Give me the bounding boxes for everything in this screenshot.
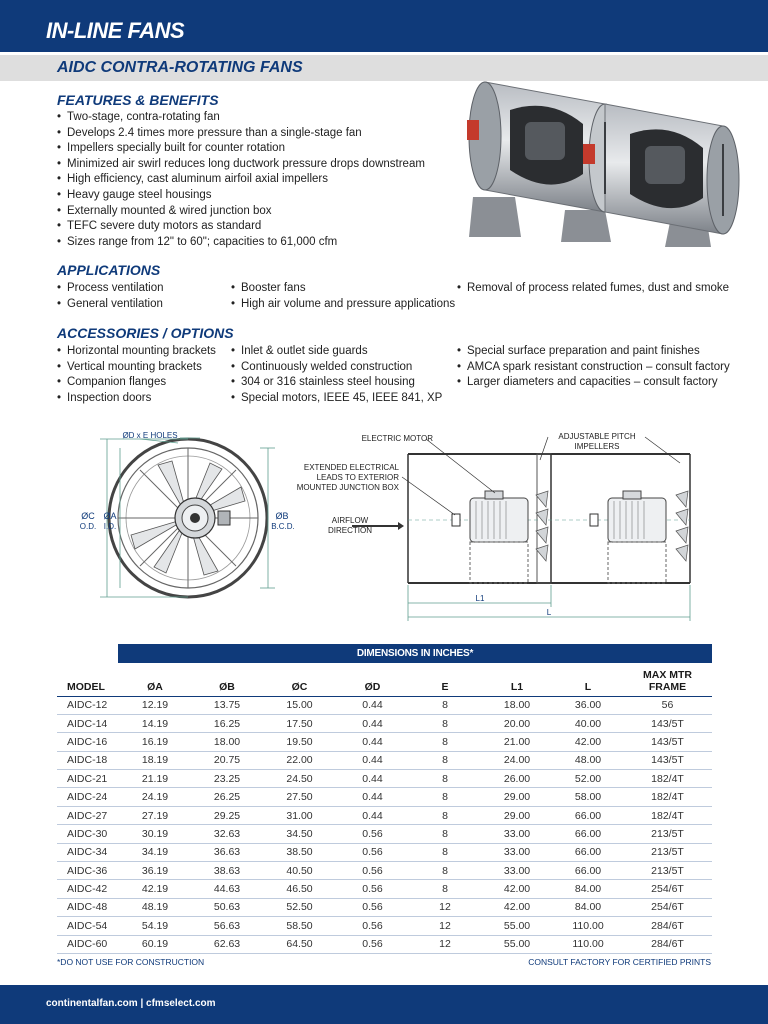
table-cell: 8 xyxy=(409,696,481,714)
list-item: • High efficiency, cast aluminum airfoil axial impellers xyxy=(57,172,425,188)
list-item: • Vertical mounting brackets xyxy=(57,360,216,376)
list-item: • Process ventilation xyxy=(57,281,164,297)
table-cell: 0.44 xyxy=(336,770,409,788)
table-cell: 12.19 xyxy=(119,696,191,714)
table-cell: 29.25 xyxy=(191,806,263,824)
accessories-col1 xyxy=(57,344,216,406)
table-cell: 36.19 xyxy=(119,862,191,880)
model-cell: AIDC-18 xyxy=(57,751,119,769)
list-item: • Heavy gauge steel housings xyxy=(57,188,425,204)
table-cell: 54.19 xyxy=(119,917,191,935)
table-row xyxy=(57,733,712,751)
table-cell: 42.19 xyxy=(119,880,191,898)
model-cell: AIDC-16 xyxy=(57,733,119,751)
table-cell: 12 xyxy=(409,935,481,953)
table-cell: 26.00 xyxy=(481,770,553,788)
list-item: • AMCA spark resistant construction – consult factory xyxy=(457,360,730,376)
table-cell: 27.19 xyxy=(119,806,191,824)
applications-col1 xyxy=(57,281,164,312)
table-cell: 55.00 xyxy=(481,917,553,935)
holes-label: ØD x E HOLES xyxy=(122,431,178,440)
table-cell: 254/6T xyxy=(623,880,712,898)
table-cell: 16.25 xyxy=(191,714,263,732)
table-cell: 36.00 xyxy=(553,696,623,714)
table-cell: 66.00 xyxy=(553,806,623,824)
model-cell: AIDC-24 xyxy=(57,788,119,806)
page-title: IN-LINE FANS xyxy=(46,18,185,43)
airflow-label-1: AIRFLOW xyxy=(331,516,369,525)
leads-label-3: MOUNTED JUNCTION BOX xyxy=(296,483,399,492)
oa-symbol: ØA xyxy=(103,511,117,521)
table-cell: 0.56 xyxy=(336,917,409,935)
accessories-col3 xyxy=(457,344,730,391)
table-cell: 84.00 xyxy=(553,880,623,898)
table-cell: 20.75 xyxy=(191,751,263,769)
table-cell: 32.63 xyxy=(191,825,263,843)
list-item: • High air volume and pressure applications xyxy=(231,297,455,313)
model-cell: AIDC-14 xyxy=(57,714,119,732)
table-cell: 0.56 xyxy=(336,880,409,898)
table-cell: 64.50 xyxy=(263,935,336,953)
table-cell: 284/6T xyxy=(623,917,712,935)
table-cell: 20.00 xyxy=(481,714,553,732)
oc-label: O.D. xyxy=(79,522,97,531)
table-cell: 56 xyxy=(623,696,712,714)
model-cell: AIDC-27 xyxy=(57,806,119,824)
table-cell: 62.63 xyxy=(191,935,263,953)
table-cell: 110.00 xyxy=(553,935,623,953)
table-row xyxy=(57,696,712,714)
table-body xyxy=(57,696,712,953)
table-cell: 213/5T xyxy=(623,825,712,843)
pitch-label-1: ADJUSTABLE PITCH xyxy=(558,432,636,441)
oa-label: I.D. xyxy=(103,522,117,531)
leads-label-1: EXTENDED ELECTRICAL xyxy=(303,463,399,472)
table-cell: 33.00 xyxy=(481,843,553,861)
list-item: • Two-stage, contra-rotating fan xyxy=(57,110,425,126)
table-cell: 26.25 xyxy=(191,788,263,806)
dimensions-table xyxy=(57,663,712,954)
ob-label: B.C.D. xyxy=(271,522,295,531)
model-cell: AIDC-60 xyxy=(57,935,119,953)
table-row xyxy=(57,898,712,916)
table-row xyxy=(57,880,712,898)
l1-label: L1 xyxy=(475,594,485,603)
table-cell: 21.19 xyxy=(119,770,191,788)
table-cell: 84.00 xyxy=(553,898,623,916)
table-row xyxy=(57,714,712,732)
table-cell: 182/4T xyxy=(623,788,712,806)
model-cell: AIDC-34 xyxy=(57,843,119,861)
table-header-row xyxy=(57,663,712,696)
table-row xyxy=(57,935,712,953)
table-cell: 0.56 xyxy=(336,843,409,861)
column-header: MODEL xyxy=(57,663,119,696)
table-cell: 8 xyxy=(409,733,481,751)
table-cell: 0.44 xyxy=(336,696,409,714)
table-cell: 14.19 xyxy=(119,714,191,732)
airflow-label-2: DIRECTION xyxy=(328,526,372,535)
table-cell: 38.50 xyxy=(263,843,336,861)
ob-symbol: ØB xyxy=(275,511,289,521)
table-cell: 8 xyxy=(409,880,481,898)
column-header: ØC xyxy=(263,663,336,696)
table-cell: 17.50 xyxy=(263,714,336,732)
model-cell: AIDC-21 xyxy=(57,770,119,788)
table-cell: 33.00 xyxy=(481,862,553,880)
table-cell: 18.00 xyxy=(191,733,263,751)
table-cell: 34.50 xyxy=(263,825,336,843)
table-cell: 42.00 xyxy=(481,880,553,898)
table-cell: 58.50 xyxy=(263,917,336,935)
table-cell: 0.56 xyxy=(336,935,409,953)
table-cell: 15.00 xyxy=(263,696,336,714)
model-cell: AIDC-48 xyxy=(57,898,119,916)
table-cell: 8 xyxy=(409,806,481,824)
table-row xyxy=(57,770,712,788)
model-cell: AIDC-36 xyxy=(57,862,119,880)
table-cell: 58.00 xyxy=(553,788,623,806)
table-cell: 27.50 xyxy=(263,788,336,806)
list-item: • General ventilation xyxy=(57,297,164,313)
table-cell: 55.00 xyxy=(481,935,553,953)
list-item: • Special motors, IEEE 45, IEEE 841, XP xyxy=(231,391,442,407)
table-cell: 143/5T xyxy=(623,714,712,732)
column-header: L1 xyxy=(481,663,553,696)
list-item: • 304 or 316 stainless steel housing xyxy=(231,375,442,391)
table-row xyxy=(57,917,712,935)
table-cell: 23.25 xyxy=(191,770,263,788)
table-cell: 284/6T xyxy=(623,935,712,953)
table-cell: 22.00 xyxy=(263,751,336,769)
table-cell: 16.19 xyxy=(119,733,191,751)
table-cell: 42.00 xyxy=(481,898,553,916)
table-cell: 143/5T xyxy=(623,733,712,751)
table-cell: 38.63 xyxy=(191,862,263,880)
model-cell: AIDC-12 xyxy=(57,696,119,714)
table-cell: 40.00 xyxy=(553,714,623,732)
table-cell: 29.00 xyxy=(481,788,553,806)
list-item: • Booster fans xyxy=(231,281,455,297)
table-cell: 66.00 xyxy=(553,862,623,880)
front-view-drawing xyxy=(109,439,267,597)
certified-prints-note: CONSULT FACTORY FOR CERTIFIED PRINTS xyxy=(528,957,711,967)
column-header: ØB xyxy=(191,663,263,696)
table-cell: 0.56 xyxy=(336,862,409,880)
list-item: • Develops 2.4 times more pressure than a single-stage fan xyxy=(57,126,425,142)
table-cell: 182/4T xyxy=(623,806,712,824)
table-cell: 34.19 xyxy=(119,843,191,861)
column-header: MAX MTR FRAME xyxy=(623,663,712,696)
table-cell: 0.44 xyxy=(336,806,409,824)
list-item: • Inlet & outlet side guards xyxy=(231,344,442,360)
table-cell: 21.00 xyxy=(481,733,553,751)
table-cell: 46.50 xyxy=(263,880,336,898)
table-cell: 110.00 xyxy=(553,917,623,935)
website-links: continentalfan.com | cfmselect.com xyxy=(46,998,216,1009)
table-cell: 213/5T xyxy=(623,843,712,861)
table-cell: 50.63 xyxy=(191,898,263,916)
table-cell: 0.44 xyxy=(336,788,409,806)
column-header: L xyxy=(553,663,623,696)
table-cell: 8 xyxy=(409,825,481,843)
oc-symbol: ØC xyxy=(81,511,95,521)
table-cell: 143/5T xyxy=(623,751,712,769)
table-cell: 30.19 xyxy=(119,825,191,843)
table-cell: 8 xyxy=(409,770,481,788)
list-item: • Inspection doors xyxy=(57,391,216,407)
table-cell: 40.50 xyxy=(263,862,336,880)
list-item: • Special surface preparation and paint finishes xyxy=(457,344,730,360)
product-subtitle: AIDC CONTRA-ROTATING FANS xyxy=(57,59,303,76)
dimension-diagram xyxy=(0,425,768,630)
table-cell: 0.44 xyxy=(336,733,409,751)
column-header: ØA xyxy=(119,663,191,696)
list-item: • TEFC severe duty motors as standard xyxy=(57,219,425,235)
fan-product-image xyxy=(455,62,755,252)
table-row xyxy=(57,788,712,806)
table-cell: 29.00 xyxy=(481,806,553,824)
list-item: • Impellers specially built for counter rotation xyxy=(57,141,425,157)
table-cell: 18.00 xyxy=(481,696,553,714)
table-cell: 31.00 xyxy=(263,806,336,824)
table-cell: 42.00 xyxy=(553,733,623,751)
model-cell: AIDC-54 xyxy=(57,917,119,935)
table-cell: 33.00 xyxy=(481,825,553,843)
table-cell: 8 xyxy=(409,862,481,880)
table-cell: 8 xyxy=(409,714,481,732)
applications-col2 xyxy=(231,281,455,312)
table-cell: 0.56 xyxy=(336,825,409,843)
table-cell: 12 xyxy=(409,917,481,935)
features-list xyxy=(57,110,425,250)
table-cell: 52.00 xyxy=(553,770,623,788)
table-cell: 8 xyxy=(409,751,481,769)
table-cell: 36.63 xyxy=(191,843,263,861)
list-item: • Removal of process related fumes, dust and smoke xyxy=(457,281,729,297)
l-label: L xyxy=(546,608,552,617)
table-cell: 213/5T xyxy=(623,862,712,880)
table-cell: 254/6T xyxy=(623,898,712,916)
table-cell: 19.50 xyxy=(263,733,336,751)
column-header: ØD xyxy=(336,663,409,696)
table-cell: 18.19 xyxy=(119,751,191,769)
column-header: E xyxy=(409,663,481,696)
table-row xyxy=(57,751,712,769)
table-cell: 48.19 xyxy=(119,898,191,916)
list-item: • Companion flanges xyxy=(57,375,216,391)
table-cell: 66.00 xyxy=(553,825,623,843)
leads-label-2: LEADS TO EXTERIOR xyxy=(316,473,399,482)
model-cell: AIDC-30 xyxy=(57,825,119,843)
list-item: • Externally mounted & wired junction box xyxy=(57,204,425,220)
applications-col3 xyxy=(457,281,729,297)
table-cell: 8 xyxy=(409,788,481,806)
table-cell: 66.00 xyxy=(553,843,623,861)
list-item: • Larger diameters and capacities – consult factory xyxy=(457,375,730,391)
list-item: • Minimized air swirl reduces long ductwork pressure drops downstream xyxy=(57,157,425,173)
table-cell: 56.63 xyxy=(191,917,263,935)
side-view-drawing xyxy=(408,454,690,583)
model-cell: AIDC-42 xyxy=(57,880,119,898)
top-banner xyxy=(0,0,768,52)
list-item: • Sizes range from 12" to 60"; capacities to 61,000 cfm xyxy=(57,235,425,251)
footer-bar xyxy=(0,985,768,1024)
list-item: • Horizontal mounting brackets xyxy=(57,344,216,360)
construction-note: *DO NOT USE FOR CONSTRUCTION xyxy=(57,957,205,967)
table-row xyxy=(57,843,712,861)
motor-label: ELECTRIC MOTOR xyxy=(361,434,433,443)
table-cell: 60.19 xyxy=(119,935,191,953)
table-row xyxy=(57,806,712,824)
table-cell: 0.44 xyxy=(336,714,409,732)
dimensions-header: DIMENSIONS IN INCHES* xyxy=(118,644,712,663)
applications-heading: APPLICATIONS xyxy=(57,262,161,278)
table-cell: 13.75 xyxy=(191,696,263,714)
accessories-col2 xyxy=(231,344,442,406)
table-cell: 12 xyxy=(409,898,481,916)
accessories-heading: ACCESSORIES / OPTIONS xyxy=(57,325,234,341)
pitch-label-2: IMPELLERS xyxy=(574,442,620,451)
table-row xyxy=(57,825,712,843)
table-cell: 24.50 xyxy=(263,770,336,788)
table-cell: 182/4T xyxy=(623,770,712,788)
features-heading: FEATURES & BENEFITS xyxy=(57,92,219,108)
table-row xyxy=(57,862,712,880)
table-cell: 0.56 xyxy=(336,898,409,916)
list-item: • Continuously welded construction xyxy=(231,360,442,376)
table-cell: 24.19 xyxy=(119,788,191,806)
table-cell: 24.00 xyxy=(481,751,553,769)
table-cell: 0.44 xyxy=(336,751,409,769)
table-cell: 48.00 xyxy=(553,751,623,769)
table-cell: 44.63 xyxy=(191,880,263,898)
table-cell: 8 xyxy=(409,843,481,861)
table-cell: 52.50 xyxy=(263,898,336,916)
